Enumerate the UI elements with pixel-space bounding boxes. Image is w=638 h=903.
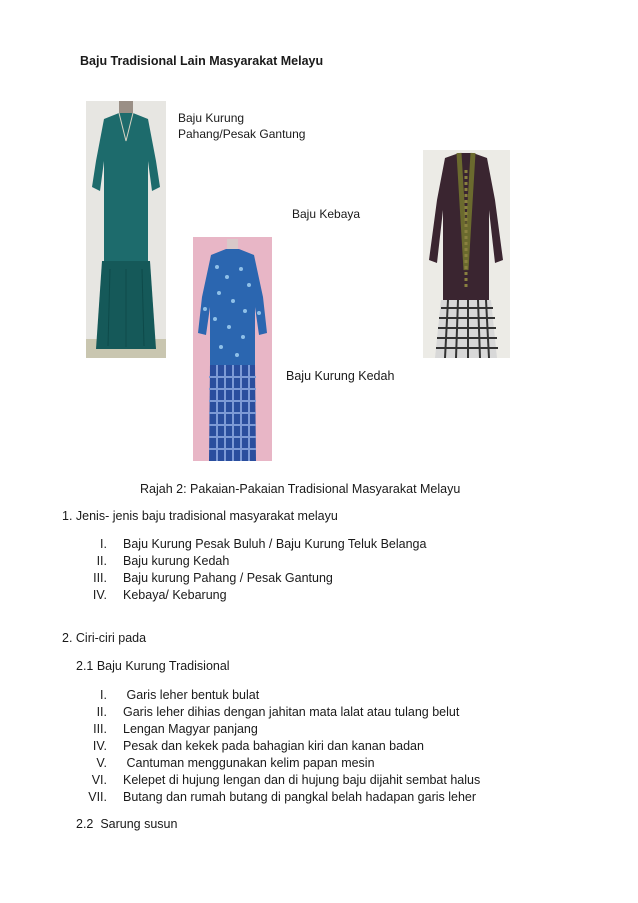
list-item-number: VII. xyxy=(88,790,107,804)
caption-line-2: Pahang/Pesak Gantung xyxy=(178,127,306,141)
caption-baju-kurung-pahang xyxy=(178,110,305,142)
list-item-number: VI. xyxy=(91,773,107,787)
list-item-number: III. xyxy=(93,571,107,585)
list-item-number: II. xyxy=(96,554,107,568)
list-item-number: IV. xyxy=(92,739,107,753)
baju-kurung-pahang-photo xyxy=(86,101,166,358)
list-item-text: Pesak dan kekek pada bahagian kiri dan kanan badan xyxy=(123,739,424,753)
subsection-2-1-heading: 2.1 Baju Kurung Tradisional xyxy=(76,659,230,673)
page-title: Baju Tradisional Lain Masyarakat Melayu xyxy=(80,54,324,68)
baju-kurung-kedah-photo xyxy=(193,237,272,461)
list-item-text: Garis leher dihias dengan jahitan mata lalat atau tulang belut xyxy=(123,705,460,719)
list-item-number: IV. xyxy=(92,588,107,602)
list-item-number: V. xyxy=(96,756,107,770)
section-2-heading: 2. Ciri-ciri pada xyxy=(62,631,147,645)
list-item-text: Baju kurung Kedah xyxy=(123,554,230,568)
figure-caption: Rajah 2: Pakaian-Pakaian Tradisional Masyarakat Melayu xyxy=(140,482,461,496)
list-item-number: II. xyxy=(96,705,107,719)
section-1-heading: 1. Jenis- jenis baju tradisional masyarakat melayu xyxy=(62,509,338,523)
list-item-text: Kebaya/ Kebarung xyxy=(123,588,227,602)
caption-line-1: Baju Kurung xyxy=(178,111,245,125)
list-item-text: Baju kurung Pahang / Pesak Gantung xyxy=(123,571,333,585)
caption-baju-kebaya: Baju Kebaya xyxy=(292,207,361,221)
list-item-text: Garis leher bentuk bulat xyxy=(123,688,260,702)
list-item-text: Butang dan rumah butang di pangkal belah hadapan garis leher xyxy=(123,790,477,804)
list-item-text: Cantuman menggunakan kelim papan mesin xyxy=(123,756,375,770)
subsection-2-2-heading: 2.2 Sarung susun xyxy=(76,817,178,831)
list-item-text: Lengan Magyar panjang xyxy=(123,722,258,736)
baju-kebaya-photo xyxy=(423,150,510,358)
list-item-text: Kelepet di hujung lengan dan di hujung baju dijahit sembat halus xyxy=(123,773,481,787)
list-item-number: III. xyxy=(93,722,107,736)
list-item-number: I. xyxy=(100,688,107,702)
list-item-text: Baju Kurung Pesak Buluh / Baju Kurung Teluk Belanga xyxy=(123,537,427,551)
caption-baju-kurung-kedah: Baju Kurung Kedah xyxy=(286,369,395,383)
list-item-number: I. xyxy=(100,537,107,551)
